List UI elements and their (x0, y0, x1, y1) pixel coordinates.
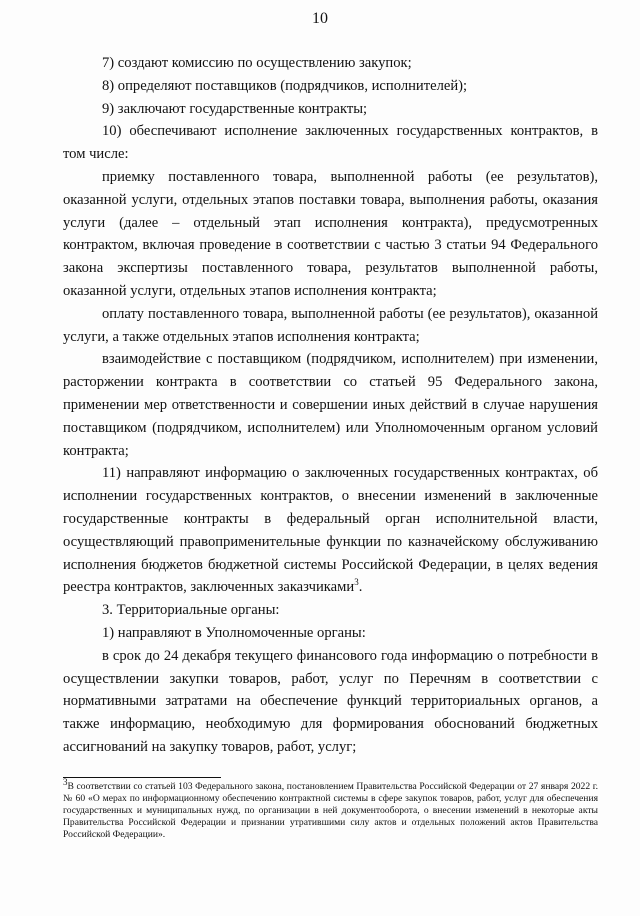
paragraph-acceptance: приемку поставленного товара, выполненной работы (ее результатов), оказанной услуги, отдельных этапов поставки товара, выполнения работы, оказания услуги (далее – отдельный этап исполнения контракта), предусмотренных контрактом, включая проведение в соответствии с частью 3 статьи 94 Федерального закона экспертизы поставленного товара, результатов выполненной работы, оказанной услуги, отдельных этапов исполнения контракта; (63, 168, 598, 299)
paragraph-interaction: взаимодействие с поставщиком (подрядчиком, исполнителем) при изменении, расторжении контракта в соответствии со статьей 95 Федерального закона, применении мер ответственности и совершении иных действий в случае нарушения поставщиком (подрядчиком, исполнителем) или Уполномоченным органом условий контракта; (63, 351, 598, 459)
page-number: 10 (312, 10, 328, 27)
footnote-text: В соответствии со статьей 103 Федерального закона, постановлением Правительства Российской Федерации от 27 января 2022 г. № 60 «О мерах по информационному обеспечению контрактной системы в сфере закупок товаров, работ, услуг для обеспечения государственных и муниципальных нужд, по организации в ней документооборота, о внесении изменений в некоторые акты Правительства Российской Федерации и признании утратившими силу актов и отдельных положений актов Правительства Российской Федерации». (63, 781, 598, 840)
paragraph-item-11: 11) направляют информацию о заключенных государственных контрактах, об исполнении государственных контрактов, о внесении изменений в заключенные государственные контракты в федеральный орган исполнительной власти, осуществляющий правоприменительные функции по казначейскому обслуживанию исполнения бюджетов бюджетной системы Российской Федерации, в целях ведения реестра контрактов, заключенных заказчиками$^3$. (63, 465, 598, 596)
paragraph-item-7: 7) создают комиссию по осуществлению закупок; (102, 55, 412, 71)
footnote-divider (63, 777, 221, 778)
section-heading-territorial: 3. Территориальные органы: (102, 602, 280, 619)
footnote-marker: 3 (63, 776, 68, 787)
paragraph-item-11-text: 11) направляют информацию о заключенных государственных контрактах, об исполнении государственных контрактов, о внесении изменений в заключенные государственные контракты в федеральный орган исполнительной власти, осуществляющий правоприменительные функции по казначейскому обслуживанию исполнения бюджетов бюджетной системы Российской Федерации, в целях ведения реестра контрактов, заключенных заказчиками (63, 465, 598, 596)
footnote-reference: 3 (354, 577, 359, 588)
paragraph-deadline: в срок до 24 декабря текущего финансового года информацию о потребности в осуществлении закупки товаров, работ, услуг по Перечням в соответствии с нормативными затратами на обеспечение функций территориальных органов, а также информацию, необходимую для формирования обоснований бюджетных ассигнований на закупку товаров, работ, услуг; (63, 647, 598, 755)
paragraph-payment: оплату поставленного товара, выполненной работы (ее результатов), оказанной услуги, а также отдельных этапов исполнения контракта; (63, 305, 598, 345)
footnote-paragraph (63, 776, 598, 841)
footnote (63, 776, 598, 841)
document-body (63, 52, 598, 759)
paragraph-subitem-1: 1) направляют в Уполномоченные органы: (102, 624, 366, 641)
paragraph-item-10: 10) обеспечивают исполнение заключенных государственных контрактов, в том числе: (63, 123, 598, 163)
paragraph-item-8: 8) определяют поставщиков (подрядчиков, исполнителей); (102, 77, 468, 94)
paragraph-item-9: 9) заключают государственные контракты; (102, 100, 368, 117)
